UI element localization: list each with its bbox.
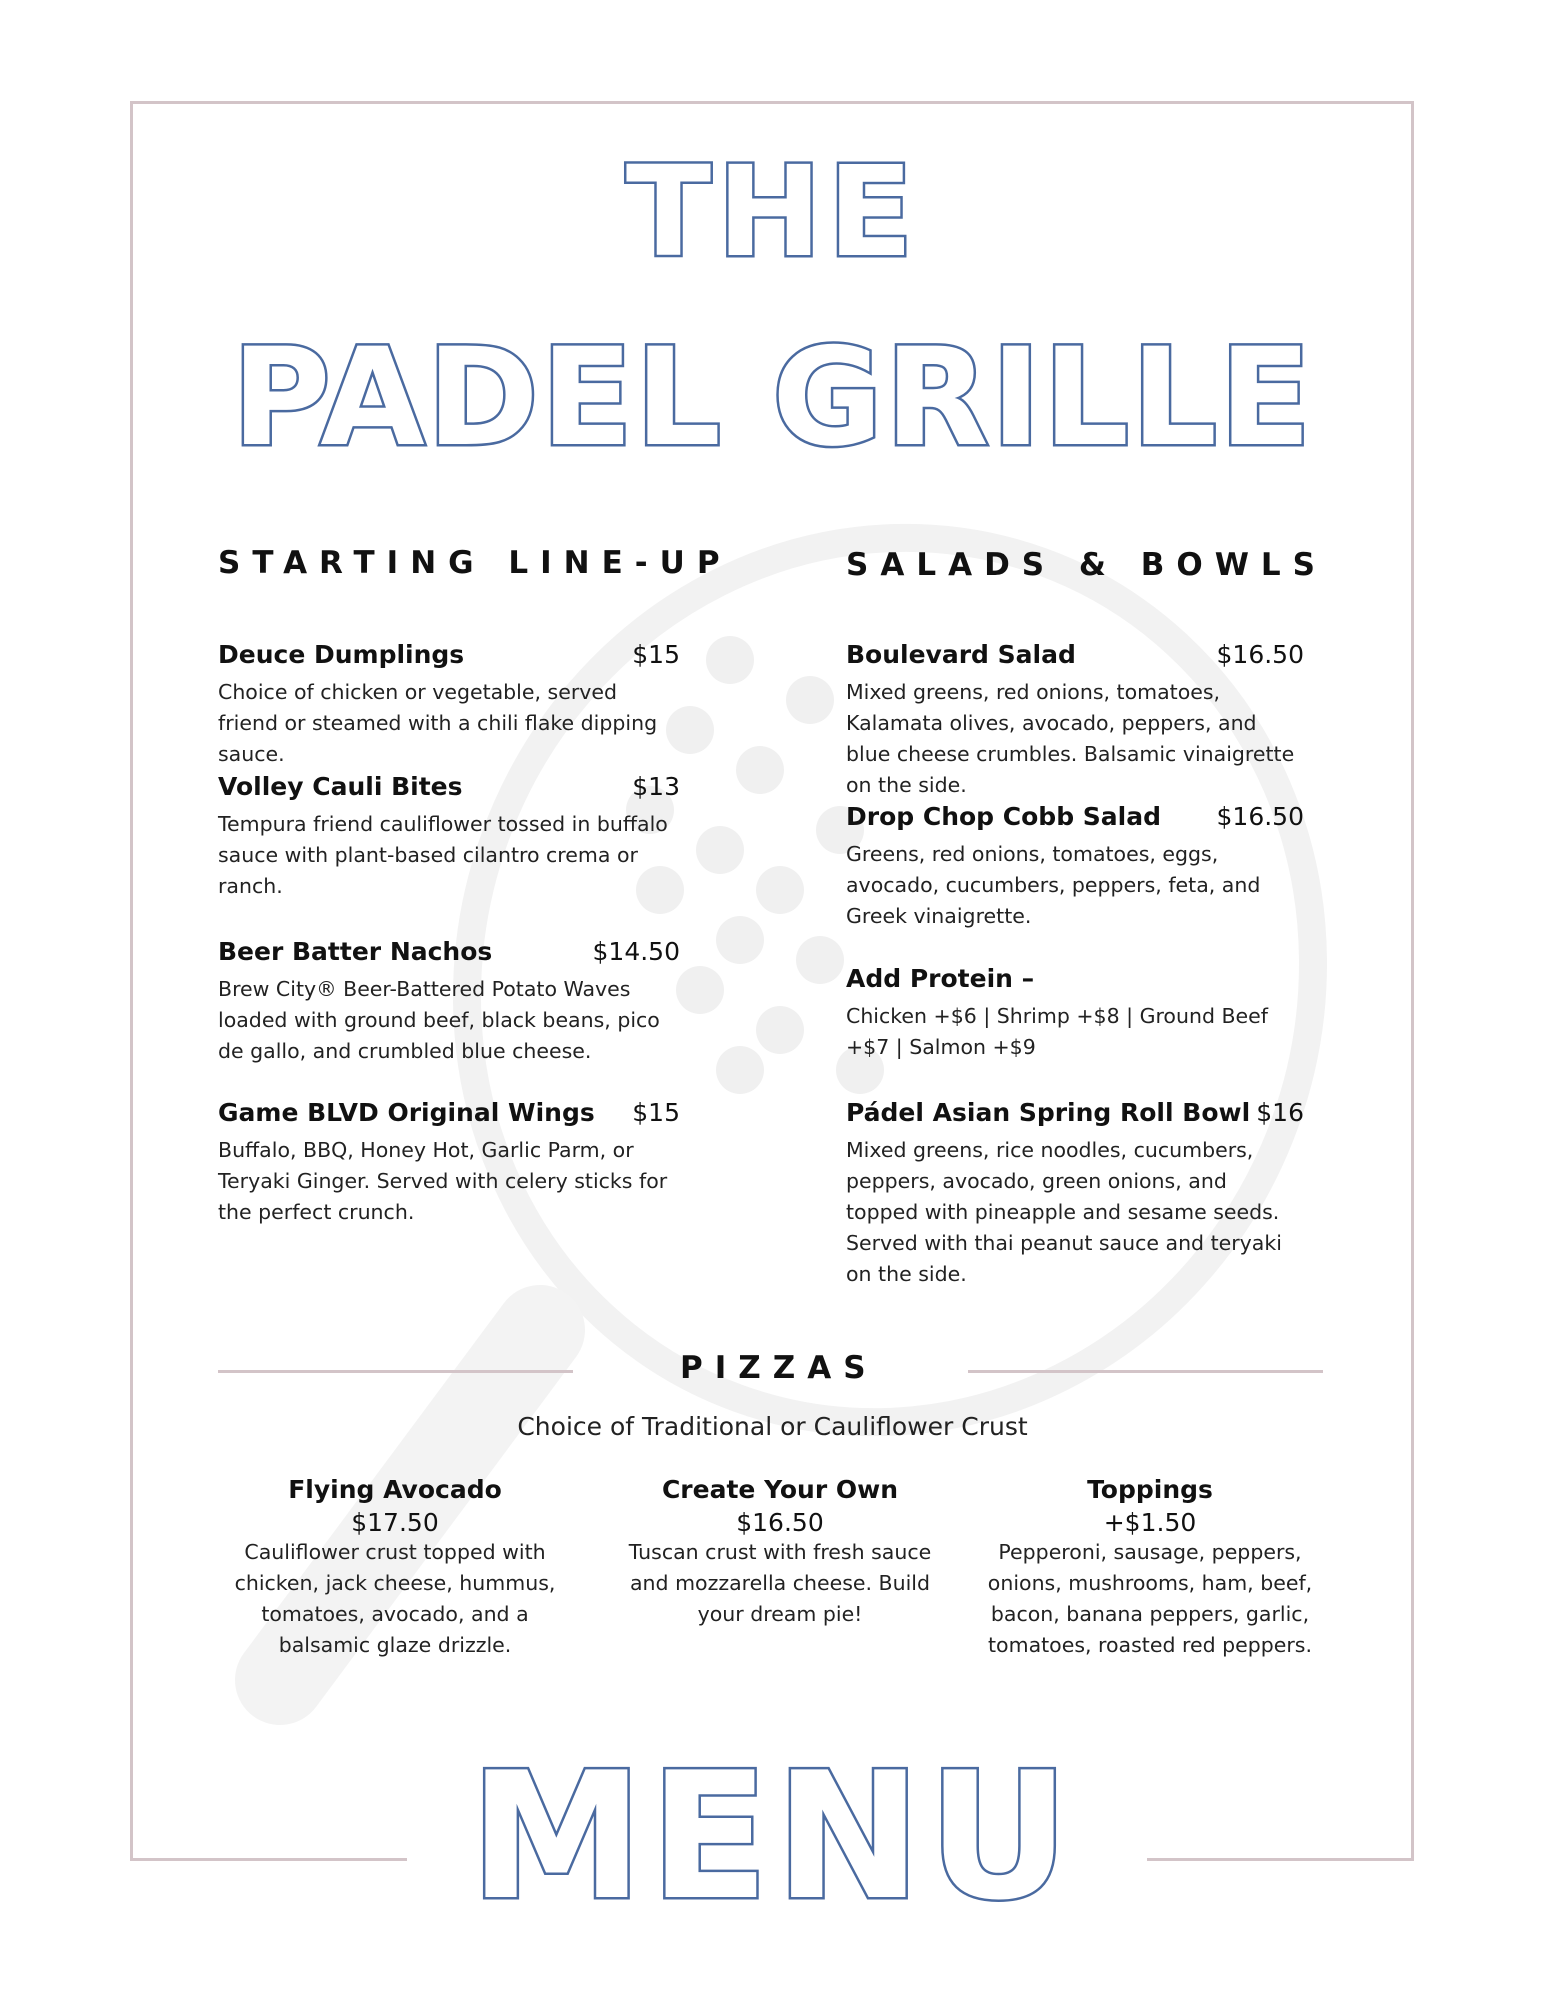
item-description: Greens, red onions, tomatoes, eggs, avocado, cucumbers, peppers, feta, and Greek vinaigrette.: [846, 842, 1261, 928]
pizza-item: [620, 1475, 940, 1630]
pizza-name: Create Your Own: [661, 1475, 899, 1504]
item-name: Pádel Asian Spring Roll Bowl: [846, 1098, 1251, 1127]
item-name: Boulevard Salad: [846, 640, 1076, 669]
item-price: $16.50: [1216, 640, 1304, 669]
item-price: $16: [1256, 1098, 1304, 1127]
menu-item: [846, 964, 1304, 1063]
section-title-starting: STARTING LINE-UP: [218, 545, 732, 581]
item-name: Beer Batter Nachos: [218, 937, 493, 966]
title-the: THE: [625, 140, 920, 285]
restaurant-name: PADEL GRILLE: [231, 319, 1314, 476]
section-title-salads: SALADS & BOWLS: [846, 547, 1327, 583]
pizza-divider-left: [218, 1370, 573, 1373]
item-name: Drop Chop Cobb Salad: [846, 802, 1162, 831]
pizza-description: Pepperoni, sausage, peppers, onions, mushrooms, ham, beef, bacon, banana peppers, garlic, tomatoes, roasted red peppers.: [987, 1540, 1313, 1657]
pizza-price: $16.50: [736, 1508, 824, 1537]
pizza-description: Tuscan crust with fresh sauce and mozzarella cheese. Build your dream pie!: [628, 1540, 932, 1626]
item-description: Chicken +$6 | Shrimp +$8 | Ground Beef +$7 | Salmon +$9: [846, 1004, 1268, 1059]
pizza-item: [215, 1475, 575, 1661]
pizza-description: Cauliflower crust topped with chicken, jack cheese, hummus, tomatoes, avocado, and a balsamic glaze drizzle.: [234, 1540, 556, 1657]
item-description: Mixed greens, red onions, tomatoes, Kalamata olives, avocado, peppers, and blue cheese crumbles. Balsamic vinaigrette on the side.: [846, 680, 1295, 797]
menu-item: [218, 772, 680, 902]
item-price: $14.50: [592, 937, 680, 966]
item-price: $16.50: [1216, 802, 1304, 831]
item-price: $15: [632, 640, 680, 669]
item-description: Buffalo, BBQ, Honey Hot, Garlic Parm, or Teryaki Ginger. Served with celery sticks for the perfect crunch.: [218, 1138, 668, 1224]
pizza-name: Flying Avocado: [288, 1475, 502, 1504]
menu-title: MENU: [469, 1736, 1076, 1939]
item-name: Add Protein –: [846, 964, 1035, 993]
pizza-crust-note: Choice of Traditional or Cauliflower Crust: [517, 1412, 1028, 1441]
item-description: Mixed greens, rice noodles, cucumbers, peppers, avocado, green onions, and topped with pineapple and sesame seeds. Served with thai peanut sauce and teryaki on the side.: [846, 1138, 1282, 1286]
item-description: Tempura friend cauliflower tossed in buffalo sauce with plant-based cilantro crema or ranch.: [218, 812, 668, 898]
item-price: $13: [632, 772, 680, 801]
menu-item: [218, 937, 680, 1067]
pizza-item: [985, 1475, 1315, 1661]
pizza-divider-right: [968, 1370, 1323, 1373]
item-description: Choice of chicken or vegetable, served friend or steamed with a chili flake dipping sauce.: [218, 680, 658, 766]
pizza-price: +$1.50: [1103, 1508, 1197, 1537]
item-name: Game BLVD Original Wings: [218, 1098, 595, 1127]
menu-item: [846, 640, 1304, 801]
menu-item: [218, 1098, 680, 1228]
menu-item: [218, 640, 680, 770]
menu-item: [846, 802, 1304, 932]
menu-item: [846, 1098, 1304, 1290]
item-name: Deuce Dumplings: [218, 640, 465, 669]
item-name: Volley Cauli Bites: [218, 772, 463, 801]
item-price: $15: [632, 1098, 680, 1127]
pizza-price: $17.50: [351, 1508, 439, 1537]
pizza-name: Toppings: [1087, 1475, 1213, 1504]
item-description: Brew City® Beer-Battered Potato Waves loaded with ground beef, black beans, pico de gallo, and crumbled blue cheese.: [218, 977, 660, 1063]
section-title-pizzas: PIZZAS: [680, 1350, 878, 1386]
